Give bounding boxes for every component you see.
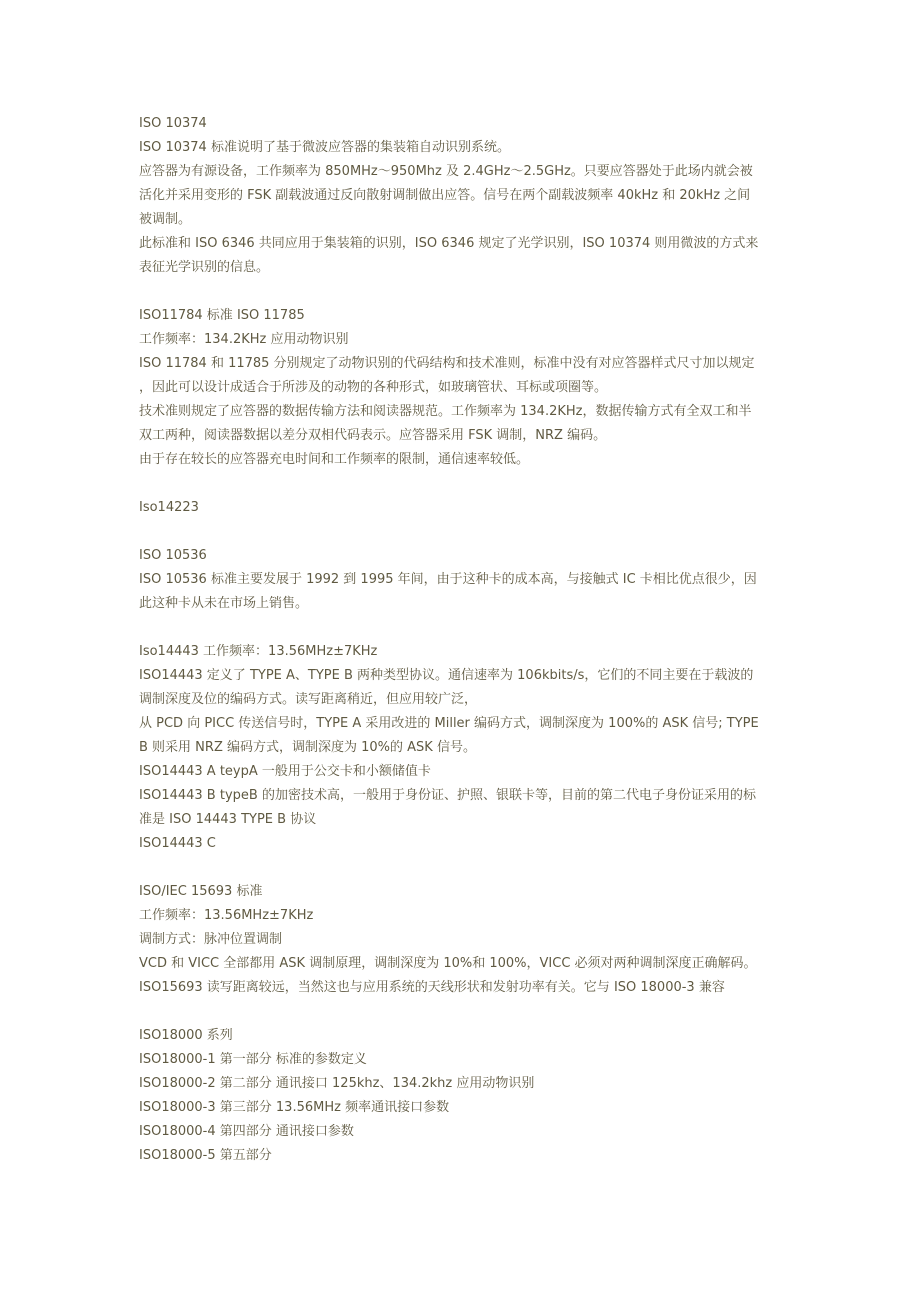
paragraph-line: 此这种卡从未在市场上销售。 (139, 596, 309, 611)
blank-line (139, 520, 789, 544)
paragraph-line: 工作频率：134.2KHz 应用动物识别 (139, 332, 349, 347)
section-iso18000 (139, 1024, 789, 1168)
paragraph-line: ISO14443 定义了 TYPE A、TYPE B 两种类型协议。通信速率为 106kbits/s，它们的不同主要在于载波的 (139, 668, 754, 683)
paragraph-line: ISO15693 读写距离较远，当然这也与应用系统的天线形状和发射功率有关。它与 ISO 18000-3 兼容 (139, 980, 725, 995)
section-iso14443 (139, 640, 789, 856)
paragraph-line: 从 PCD 向 PICC 传送信号时，TYPE A 采用改进的 Miller 编码方式，调制深度为 100%的 ASK 信号; TYPE (139, 716, 759, 731)
paragraph-line: VCD 和 VICC 全部都用 ASK 调制原理，调制深度为 10%和 100%，VICC 必须对两种调制深度正确解码。 (139, 956, 757, 971)
paragraph-line: 应答器为有源设备，工作频率为 850MHz～950Mhz 及 2.4GHz～2.5GHz。只要应答器处于此场内就会被 (139, 164, 753, 179)
paragraph-line: ISO18000-3 第三部分 13.56MHz 频率通讯接口参数 (139, 1100, 450, 1115)
paragraph-line: ISO14443 B typeB 的加密技术高，一般用于身份证、护照、银联卡等，目前的第二代电子身份证采用的标 (139, 788, 756, 803)
blank-line (139, 1000, 789, 1024)
paragraph-line: ISO18000-1 第一部分 标准的参数定义 (139, 1052, 367, 1067)
paragraph-line: 活化并采用变形的 FSK 副载波通过反向散射调制做出应答。信号在两个副载波频率 40kHz 和 20kHz 之间 (139, 188, 751, 203)
paragraph-line: ISO 10374 标准说明了基于微波应答器的集装箱自动识别系统。 (139, 140, 510, 155)
paragraph-line: ISO18000-2 第二部分 通讯接口 125khz、134.2khz 应用动物识别 (139, 1076, 535, 1091)
blank-line (139, 280, 789, 304)
paragraph-line: 技术准则规定了应答器的数据传输方法和阅读器规范。工作频率为 134.2KHz，数据传输方式有全双工和半 (139, 404, 752, 419)
section-iso10536 (139, 544, 789, 616)
section-iso14223 (139, 496, 789, 520)
paragraph-line: 工作频率：13.56MHz±7KHz (139, 908, 314, 923)
paragraph-line: 此标准和 ISO 6346 共同应用于集装箱的识别，ISO 6346 规定了光学识别，ISO 10374 则用微波的方式来 (139, 236, 759, 251)
section-heading: Iso14443 工作频率：13.56MHz±7KHz (139, 644, 378, 659)
blank-line (139, 472, 789, 496)
paragraph-line: ISO14443 C (139, 836, 216, 851)
section-heading: ISO/IEC 15693 标准 (139, 884, 263, 899)
paragraph-line: 准是 ISO 14443 TYPE B 协议 (139, 812, 317, 827)
paragraph-line: 调制深度及位的编码方式。读写距离稍近，但应用较广泛， (139, 692, 478, 707)
paragraph-line: ，因此可以设计成适合于所涉及的动物的各种形式，如玻璃管状、耳标或项圈等。 (139, 380, 608, 395)
blank-line (139, 856, 789, 880)
paragraph-line: ISO 10536 标准主要发展于 1992 到 1995 年间，由于这种卡的成本高，与接触式 IC 卡相比优点很少，因 (139, 572, 757, 587)
section-heading: ISO 10536 (139, 548, 207, 563)
paragraph-line: ISO14443 A teypA 一般用于公交卡和小额储值卡 (139, 764, 431, 779)
paragraph-line: 被调制。 (139, 212, 192, 227)
section-heading: ISO11784 标准 ISO 11785 (139, 308, 305, 323)
section-heading: Iso14223 (139, 500, 199, 515)
section-iso15693 (139, 880, 789, 1000)
paragraph-line: 调制方式：脉冲位置调制 (139, 932, 283, 947)
paragraph-line: ISO 11784 和 11785 分别规定了动物识别的代码结构和技术准则，标准中没有对应答器样式尺寸加以规定 (139, 356, 755, 371)
section-iso11784 (139, 304, 789, 472)
blank-line (139, 616, 789, 640)
paragraph-line: 由于存在较长的应答器充电时间和工作频率的限制，通信速率较低。 (139, 452, 530, 467)
paragraph-line: 表征光学识别的信息。 (139, 260, 270, 275)
section-heading: ISO 10374 (139, 116, 207, 131)
paragraph-line: B 则采用 NRZ 编码方式，调制深度为 10%的 ASK 信号。 (139, 740, 476, 755)
paragraph-line: ISO18000-5 第五部分 (139, 1148, 272, 1163)
section-iso10374 (139, 112, 789, 280)
paragraph-line: ISO18000-4 第四部分 通讯接口参数 (139, 1124, 354, 1139)
section-heading: ISO18000 系列 (139, 1028, 233, 1043)
paragraph-line: 双工两种，阅读器数据以差分双相代码表示。应答器采用 FSK 调制，NRZ 编码。 (139, 428, 607, 443)
document-body (139, 112, 789, 1168)
